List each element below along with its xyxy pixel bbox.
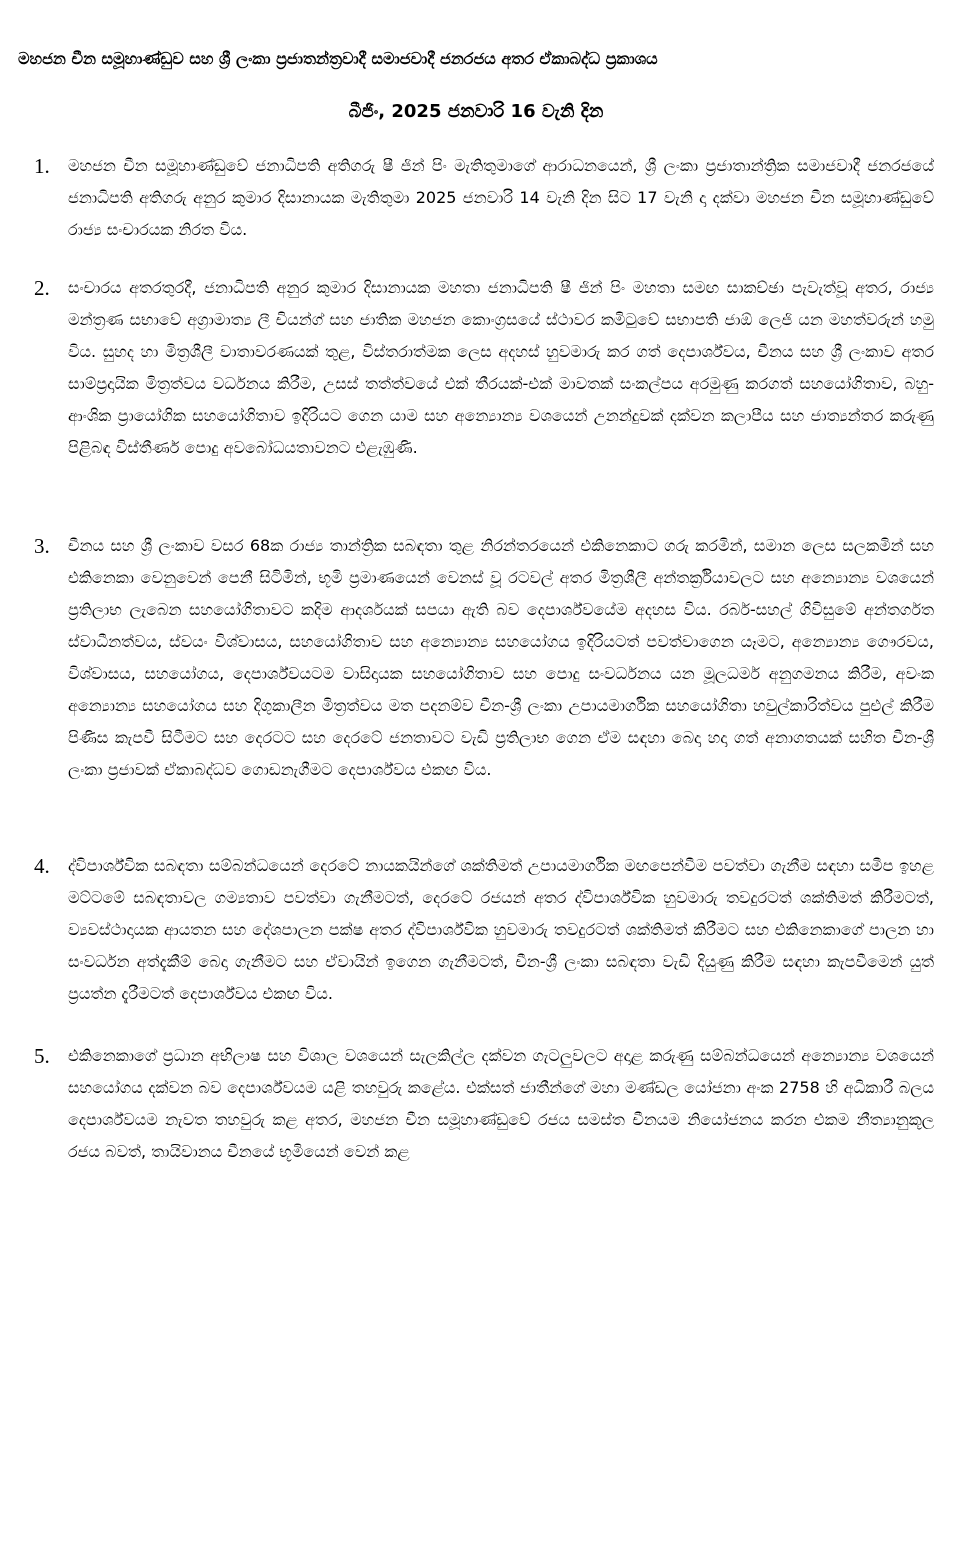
paragraph-text: චීනය සහ ශ්‍රී ලංකාව වසර 68ක රාජ්‍ය තාන්ත්‍රික සබඳතා තුළ නිරන්තරයෙන් එකිනෙකාට ගරු කරමින්, සමාන ලෙස සලකමින් සහ එකිනෙකා වෙනුවෙන් පෙනී සිටිමින්, භූමි ප්‍රමාණයෙන් වෙනස් වූ රටවල් අතර මිත්‍රශීලී අන්තර්ක්‍රියාවලට සහ අන්‍යොන්‍ය වශයෙන් ප්‍රතිලාභ ලැබෙන සහයෝගිතාවට කදිම ආදර්ශයක් සපයා ඇති බව දෙපාර්ශ්වයේම අදහස විය. රබර්-සහල් ගිවිසුමේ අන්තර්ගත ස්වාධීනත්වය, ස්වයං විශ්වාසය, සහයෝගිතාව සහ අන්‍යොන්‍ය සහයෝගය ඉදිරියටත් පවත්වාගෙන යෑමට, අන්‍යොන්‍ය ගෞරවය, විශ්වාසය, සහයෝගය, දෙපාර්ශ්වයටම වාසිදායක සහයෝගිතාව සහ පොදු සංවර්ධනය යන මූලධර්ම අනුගමනය කිරීම, අවංක අන්‍යොන්‍ය සහයෝගය සහ දිගුකාලීන මිත්‍රත්වය මත පදනම්ව චීන-ශ්‍රී ලංකා උපායමාර්ගික සහයෝගිතා හවුල්කාරිත්වය පුළුල් කිරීම පිණිස කැපවී සිටීමට සහ දෙරටට සහ දෙරටේ ජනතාවට වැඩි ප්‍රතිලාභ ගෙන ඒම සඳහා බෙදා හදා ගත් අනාගතයක් සහිත චීන-ශ්‍රී ලංකා ප්‍රජාවක් ඒකාබද්ධව ගොඩනැගීමට දෙපාර්ශ්වය එකඟ විය. <box>68 536 934 779</box>
paragraph-text: සංචාරය අතරතුරදී, ජනාධිපති අනුර කුමාර දිසානායක මහතා ජනාධිපති ෂී ජින් පිං මහතා සමඟ සාකච්ඡා පැවැත්වූ අතර, රාජ්‍ය මන්ත්‍රණ සභාවේ අග්‍රාමාත්‍ය ලී චියන්ග් සහ ජාතික මහජන කොංග්‍රසයේ ස්ථාවර කමිටුවේ සභාපති ජාඕ ලෙජි යන මහත්වරුන් හමු විය. සුහද හා මිත්‍රශීලී වාතාවරණයක් තුළ, විස්තරාත්මක ලෙස අදහස් හුවමාරු කර ගත් දෙපාර්ශ්වය, චීනය සහ ශ්‍රී ලංකාව අතර සාම්ප්‍රදායික මිත්‍රත්වය වර්ධනය කිරීම, උසස් තත්ත්වයේ එක් තීරයක්-එක් මාවතක් සංකල්පය අරමුණු කරගත් සහයෝගිතාව, බහු-ආංශික ප්‍රායෝගික සහයෝගිතාව ඉදිරියට ගෙන යාම සහ අන්‍යොන්‍ය වශයෙන් උනන්දුවක් දක්වන කලාපීය සහ ජාත්‍යන්තර කරුණු පිළිබඳ විස්තීර්ණ පොදු අවබෝධයතාවනට එළැඹුණි. <box>68 278 934 457</box>
paragraph-number: 5. <box>34 1044 50 1068</box>
document-title: මහජන චීන සමූහාණ්ඩුව සහ ශ්‍රී ලංකා ප්‍රජාතන්ත්‍රවාදී සමාජවාදී ජනරජය අතර ඒකාබද්ධ ප්‍රකාශය <box>18 49 658 68</box>
paragraph-number: 3. <box>34 534 50 558</box>
paragraph-4 <box>18 850 934 1010</box>
paragraph-3 <box>18 530 934 786</box>
paragraph-2 <box>18 272 934 464</box>
paragraph-number: 4. <box>34 854 50 878</box>
paragraph-number: 2. <box>34 276 50 300</box>
paragraph-text: එකිනෙකාගේ ප්‍රධාන අභිලාෂ සහ විශාල වශයෙන් සැලකිල්ල දක්වන ගැටලුවලට අදාළ කරුණු සම්බන්ධයෙන් අන්‍යොන්‍ය වශයෙන් සහයෝගය දක්වන බව දෙපාර්ශ්වයම යළි තහවුරු කළේය. එක්සත් ජාතීන්ගේ මහා මණ්ඩල යෝජනා අංක 2758 හි අධිකාරී බලය දෙපාර්ශ්වයම නැවත තහවුරු කළ අතර, මහජන චීන සමූහාණ්ඩුවේ රජය සමස්ත චීනයම නියෝජනය කරන එකම නීත්‍යානුකූල රජය බවත්, තායිවානය චීනයේ භූමියෙන් වෙන් කළ <box>68 1046 934 1161</box>
paragraph-1 <box>18 150 934 246</box>
paragraph-5 <box>18 1040 934 1168</box>
paragraph-text: ද්විපාර්ශ්වික සබඳතා සම්බන්ධයෙන් දෙරටේ නායකයින්ගේ ශක්තිමත් උපායමාර්ගික මඟපෙන්වීම පවත්වා ගැනීම සඳහා සමීප ඉහළ මට්ටමේ සබඳතාවල ගම්‍යතාව පවත්වා ගැනීමටත්, දෙරටේ රජයන් අතර ද්විපාර්ශ්වික හුවමාරු තවදුරටත් ශක්තිමත් කිරීමටත්, ව්‍යවස්ථාදායක ආයතන සහ දේශපාලන පක්ෂ අතර ද්විපාර්ශ්වික හුවමාරු තවදුරටත් ශක්තිමත් කිරීමට සහ එකිනෙකාගේ පාලන හා සංවර්ධන අත්දැකීම් බෙදා ගැනීමට සහ ඒවායින් ඉගෙන ගැනීමටත්, චීන-ශ්‍රී ලංකා සබඳතා වැඩි දියුණු කිරීම සඳහා කැපවීමෙන් යුත් ප්‍රයත්න දැරීමටත් දෙපාර්ශ්වය එකඟ විය. <box>68 856 934 1003</box>
document-date-line: බීජිං, 2025 ජනවාරි 16 වැනි දින <box>348 101 604 122</box>
paragraph-text: මහජන චීන සමූහාණ්ඩුවේ ජනාධිපති අතිගරු ෂී ජින් පිං මැතිතුමාගේ ආරාධනයෙන්, ශ්‍රී ලංකා ප්‍රජාතාන්ත්‍රික සමාජවාදී ජනරජයේ ජනාධිපති අතිගරු අනුර කුමාර දිසානායක මැතිතුමා 2025 ජනවාරි 14 වැනි දින සිට 17 වැනි දා දක්වා මහජන චීන සමූහාණ්ඩුවේ රාජ්‍ය සංචාරයක නිරත විය. <box>68 156 934 239</box>
paragraph-number: 1. <box>34 154 50 178</box>
